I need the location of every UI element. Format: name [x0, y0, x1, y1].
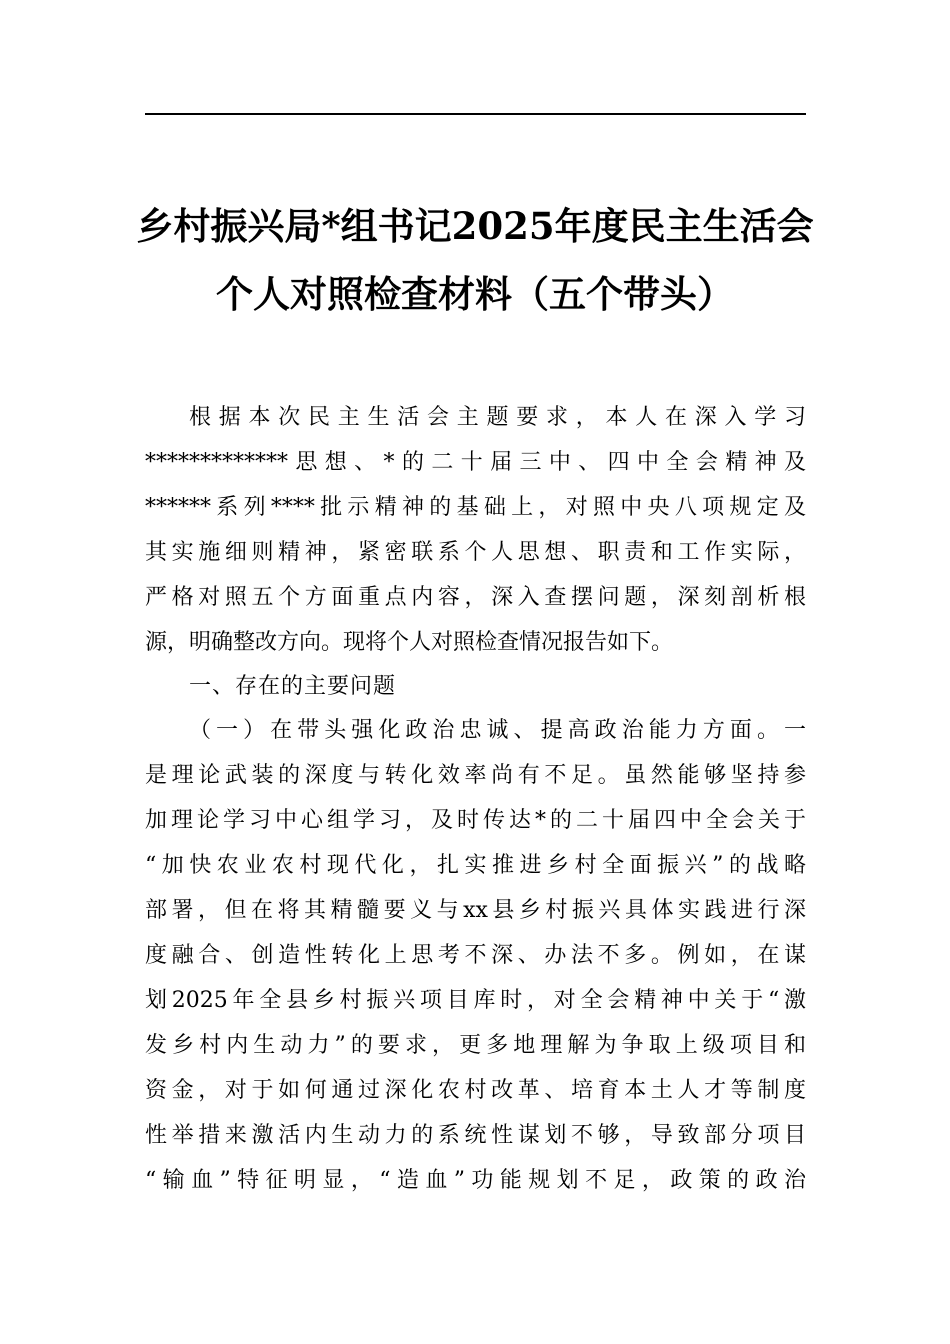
document-title-line-1: 乡村振兴局*组书记2025年度民主生活会: [136, 204, 814, 248]
intro-line: 其实施细则精神，紧密联系个人思想、职责和工作实际，: [145, 540, 806, 565]
paragraph-line: 发乡村内生动力”的要求，更多地理解为争取上级项目和: [145, 1033, 806, 1058]
section-heading: 一、存在的主要问题: [189, 674, 397, 699]
paragraph-line: （一）在带头强化政治忠诚、提高政治能力方面。一: [189, 718, 806, 743]
header-rule: [145, 113, 806, 115]
paragraph-line: “加快农业农村现代化，扎实推进乡村全面振兴”的战略: [145, 853, 806, 878]
intro-line: ******系列****批示精神的基础上，对照中央八项规定及: [145, 495, 806, 520]
document-title-line-2: 个人对照检查材料（五个带头）: [216, 272, 734, 316]
paragraph-line: 性举措来激活内生动力的系统性谋划不够，导致部分项目: [145, 1123, 806, 1148]
intro-line: 严格对照五个方面重点内容，深入查摆问题，深刻剖析根: [145, 585, 806, 610]
paragraph-line: 部署，但在将其精髓要义与xx县乡村振兴具体实践进行深: [145, 898, 806, 923]
intro-line: 源，明确整改方向。现将个人对照检查情况报告如下。: [145, 630, 674, 655]
intro-line: *************思想、*的二十届三中、四中全会精神及: [145, 450, 806, 475]
paragraph-line: 划2025年全县乡村振兴项目库时，对全会精神中关于“激: [145, 988, 806, 1013]
paragraph-line: 是理论武装的深度与转化效率尚有不足。虽然能够坚持参: [145, 763, 806, 788]
paragraph-line: 度融合、创造性转化上思考不深、办法不多。例如，在谋: [145, 943, 806, 968]
paragraph-line: 加理论学习中心组学习，及时传达*的二十届四中全会关于: [145, 808, 806, 833]
paragraph-line: “输血”特征明显，“造血”功能规划不足，政策的政治: [145, 1168, 806, 1193]
intro-line: 根据本次民主生活会主题要求，本人在深入学习: [189, 405, 806, 430]
paragraph-line: 资金，对于如何通过深化农村改革、培育本土人才等制度: [145, 1078, 806, 1103]
